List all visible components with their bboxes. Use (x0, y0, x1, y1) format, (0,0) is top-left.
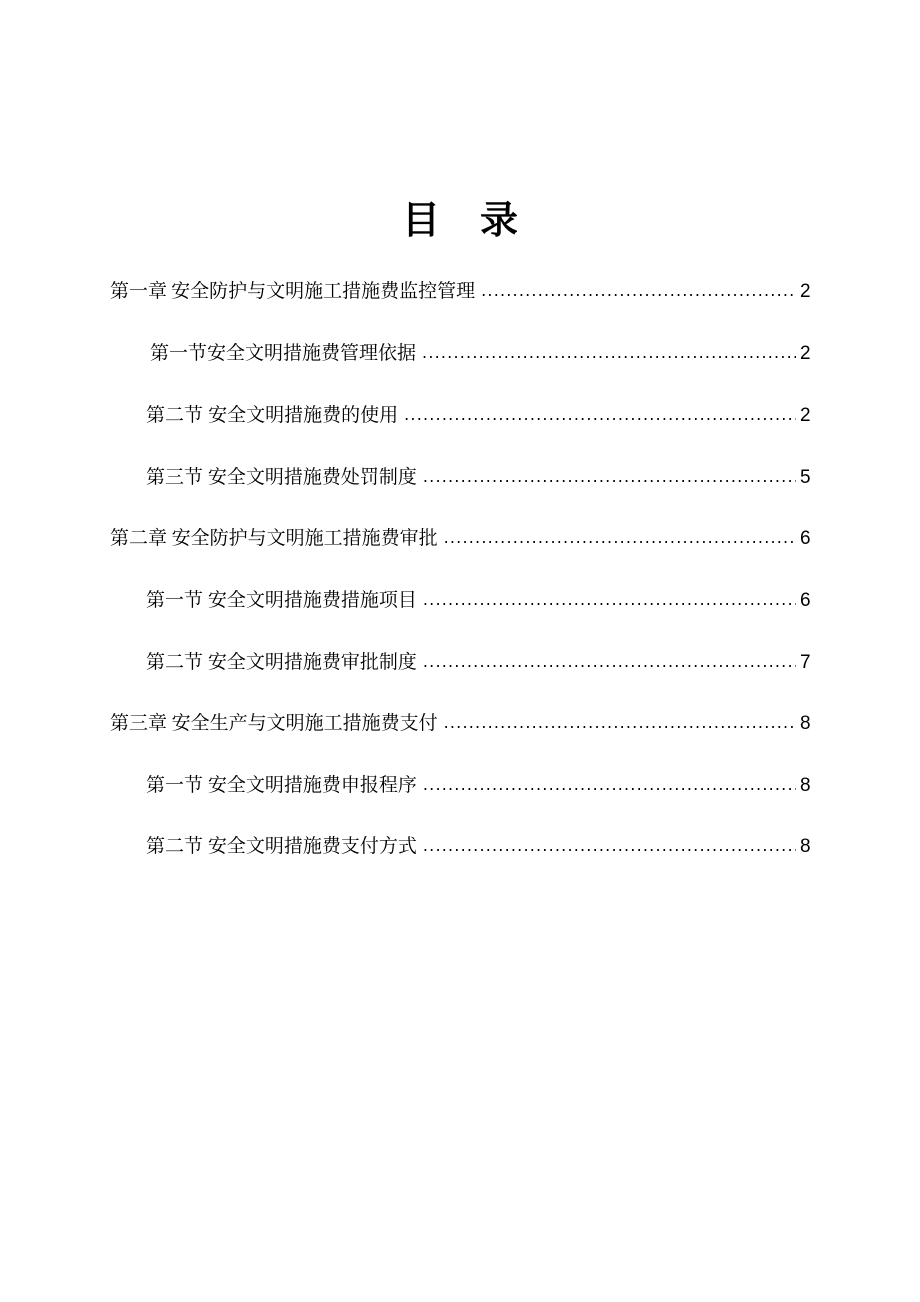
toc-entry-title: 安全文明措施费措施项目 (207, 589, 417, 611)
toc-title-char-1: 目 (401, 198, 440, 242)
toc-entry-section-2-2[interactable] (146, 647, 810, 677)
toc-entry-title: 安全文明措施费处罚制度 (207, 466, 417, 488)
toc-entry-section-1-1[interactable] (150, 338, 810, 368)
toc-entry-page: 2 (800, 281, 811, 302)
toc-entry-number: 第三章 (110, 712, 168, 734)
toc-entry-number: 第一节 (146, 774, 204, 796)
toc-entry-number: 第二节 (146, 835, 204, 857)
toc-entry-title: 安全文明措施费的使用 (208, 404, 399, 426)
toc-entry-section-2-1[interactable] (146, 585, 810, 615)
toc-entry-page: 2 (800, 343, 811, 364)
toc-entry-page: 6 (800, 528, 811, 549)
toc-entry-chapter-3[interactable] (110, 708, 810, 738)
toc-entry-page: 8 (800, 775, 811, 796)
toc-entry-page: 7 (800, 652, 811, 673)
toc-entry-number: 第三节 (146, 466, 204, 488)
toc-title-char-2: 录 (480, 198, 519, 242)
toc-entry-number: 第一节 (150, 342, 208, 364)
toc-dot-leader (423, 462, 796, 492)
toc-entry-title: 安全文明措施费申报程序 (207, 774, 417, 796)
toc-dot-leader (444, 708, 796, 738)
toc-entry-title: 安全文明措施费审批制度 (207, 651, 417, 673)
toc-entry-number: 第二节 (146, 404, 204, 426)
toc-entry-section-1-2[interactable] (146, 400, 810, 430)
toc-entry-page: 5 (800, 467, 811, 488)
toc-entry-number: 第一节 (146, 589, 204, 611)
toc-entry-section-1-3[interactable] (146, 462, 810, 492)
toc-dot-leader (481, 276, 796, 306)
toc-entry-section-3-1[interactable] (146, 770, 810, 800)
toc-entry-page: 2 (800, 405, 811, 426)
toc-entry-title: 安全生产与文明施工措施费支付 (171, 712, 438, 734)
toc-dot-leader (422, 338, 796, 368)
toc-entry-title: 安全防护与文明施工措施费监控管理 (171, 280, 476, 302)
toc-dot-leader (404, 400, 796, 430)
toc-entry-title: 安全防护与文明施工措施费审批 (171, 527, 438, 549)
toc-entry-title: 安全文明措施费管理依据 (207, 342, 417, 364)
toc-dot-leader (423, 647, 796, 677)
toc-dot-leader (423, 585, 796, 615)
toc-dot-leader (423, 831, 796, 861)
toc-entry-chapter-2[interactable] (110, 523, 810, 553)
toc-entry-chapter-1[interactable] (110, 276, 810, 306)
toc-entry-page: 6 (800, 590, 811, 611)
toc-dot-leader (423, 770, 796, 800)
toc-entry-number: 第一章 (110, 280, 168, 302)
toc-entry-page: 8 (800, 713, 811, 734)
toc-entry-number: 第二章 (110, 527, 168, 549)
toc-entry-page: 8 (800, 836, 811, 857)
toc-entry-section-3-2[interactable] (146, 831, 810, 861)
toc-entry-title: 安全文明措施费支付方式 (207, 835, 417, 857)
toc-entry-number: 第二节 (146, 651, 204, 673)
toc-dot-leader (444, 523, 796, 553)
